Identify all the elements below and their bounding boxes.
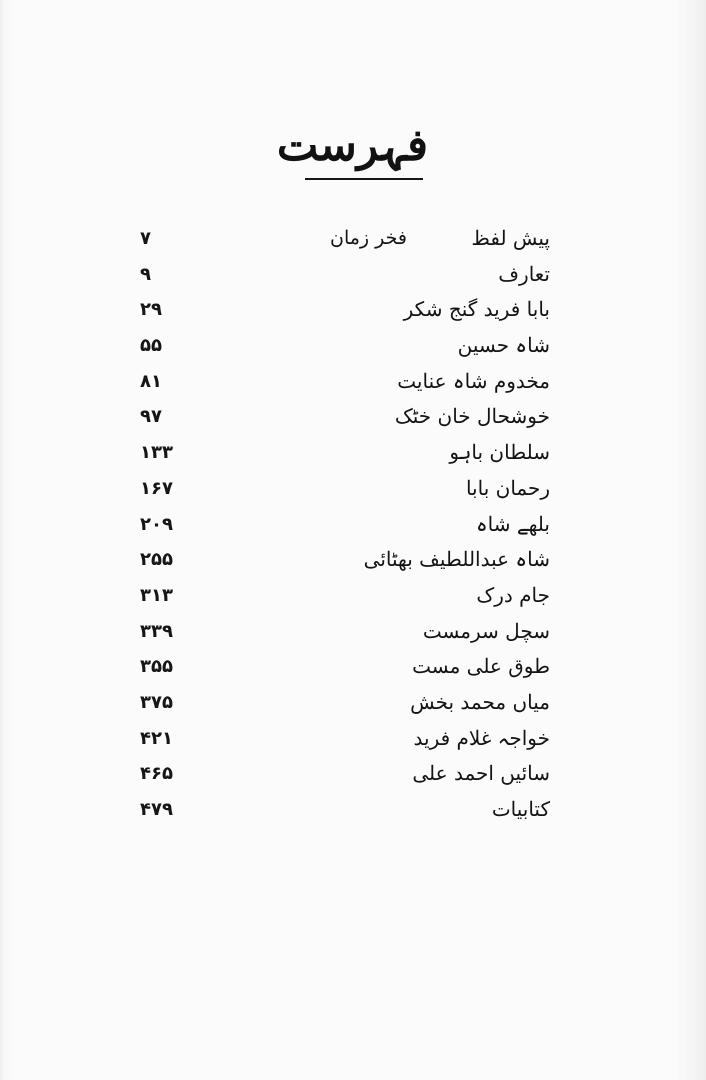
toc-row	[0, 793, 706, 829]
toc-row	[0, 686, 706, 722]
toc-entry-page-number: ۹	[140, 263, 151, 285]
toc-entry-page-number: ۳۵۵	[140, 656, 173, 678]
toc-entry-page-number: ۳۳۹	[140, 620, 173, 642]
toc-entry-title: شاہ حسین	[457, 333, 550, 358]
toc-entry-title: مخدوم شاہ عنایت	[397, 368, 550, 393]
toc-entry-page-number: ۷	[140, 228, 151, 249]
toc-entry-title: جام درک	[476, 582, 550, 607]
toc-row	[0, 508, 706, 544]
toc-row	[0, 293, 706, 329]
toc-entry-title: طوق علی مست	[412, 654, 550, 679]
toc-entry-page-number: ۱۳۳	[140, 442, 173, 464]
contents-heading-block	[276, 118, 428, 180]
toc-entry-author: فخر زمان	[330, 227, 407, 249]
toc-entry-page-number: ۴۲۱	[140, 727, 173, 749]
title-underline	[305, 178, 423, 180]
toc-entry-title: سائیں احمد علی	[412, 761, 550, 786]
toc-entry-title: تعارف	[498, 261, 550, 286]
toc-row	[0, 615, 706, 651]
toc-entry-page-number: ۲۹	[140, 299, 162, 321]
toc-entry-page-number: ۳۷۵	[140, 691, 173, 713]
toc-entry-page-number: ۱۶۷	[140, 477, 173, 499]
table-of-contents	[0, 222, 706, 829]
toc-row	[0, 722, 706, 758]
toc-entry-title: سچل سرمست	[422, 618, 550, 643]
toc-row	[0, 329, 706, 365]
toc-row	[0, 650, 706, 686]
toc-entry-title: خوشحال خان خٹک	[394, 404, 550, 429]
toc-entry-title: شاہ عبداللطیف بھٹائی	[363, 547, 550, 572]
toc-row	[0, 579, 706, 615]
toc-row	[0, 757, 706, 793]
toc-entry-page-number: ۲۰۹	[140, 513, 173, 535]
toc-row	[0, 365, 706, 401]
toc-row	[0, 543, 706, 579]
toc-entry-title: رحمان بابا	[465, 475, 550, 500]
toc-row	[0, 258, 706, 294]
toc-entry-page-number: ۹۷	[140, 406, 162, 428]
toc-entry-page-number: ۲۵۵	[140, 549, 173, 571]
toc-row	[0, 436, 706, 472]
toc-row	[0, 222, 706, 258]
toc-entry-title: کتابیات	[491, 797, 550, 821]
toc-entry-title: سلطان باہو	[449, 440, 550, 465]
toc-entry-title: بابا فرید گنج شکر	[403, 297, 550, 322]
toc-row	[0, 472, 706, 508]
toc-entry-title: میاں محمد بخش	[410, 689, 550, 714]
toc-entry-page-number: ۴۷۹	[140, 799, 173, 820]
toc-entry-page-number: ۸۱	[140, 370, 162, 392]
toc-entry-page-number: ۳۱۳	[140, 584, 173, 606]
toc-entry-title: بلھے شاہ	[475, 511, 550, 536]
toc-entry-page-number: ۴۶۵	[140, 763, 173, 785]
toc-entry-page-number: ۵۵	[140, 335, 162, 357]
toc-entry-title: خواجہ غلام فرید	[413, 725, 550, 750]
page-title: فہرست	[276, 120, 428, 171]
toc-row	[0, 400, 706, 436]
toc-entry-title: پیش لفظ	[471, 226, 550, 250]
